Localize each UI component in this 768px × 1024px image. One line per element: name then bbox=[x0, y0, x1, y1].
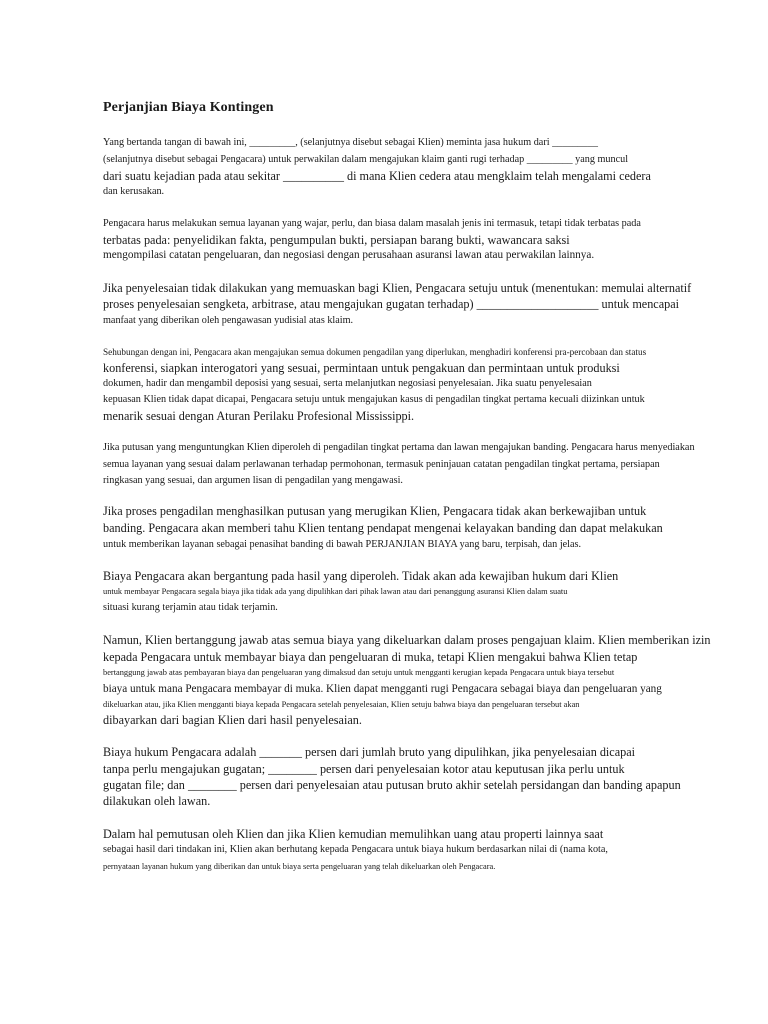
text-line: dari suatu kejadian pada atau sekitar __________ di mana Klien cedera atau mengklaim telah mengalami cedera bbox=[103, 169, 651, 183]
text-line: konferensi, siapkan interogatori yang sesuai, permintaan untuk pengakuan dan permintaan untuk produksi bbox=[103, 361, 620, 375]
text-line: sebagai hasil dari tindakan ini, Klien akan berhutang kepada Pengacara untuk biaya hukum berdasarkan nilai di (nama kota, bbox=[103, 844, 608, 855]
text-line: dokumen, hadir dan mengambil deposisi yang sesuai, serta melanjutkan negosiasi penyelesaian. Jika suatu penyelesaian bbox=[103, 378, 592, 389]
text-line: kepuasan Klien tidak dapat dicapai, Pengacara setuju untuk mengajukan kasus di pengadilan tingkat pertama kecuali diizinkan untuk bbox=[103, 394, 645, 405]
text-line: Jika putusan yang menguntungkan Klien diperoleh di pengadilan tingkat pertama dan lawan mengajukan banding. Pengacara harus menyediakan bbox=[103, 442, 695, 453]
text-line: untuk membayar Pengacara segala biaya jika tidak ada yang dipulihkan dari pihak lawan atau dari penanggung asuransi Klien dalam suatu bbox=[103, 587, 568, 596]
document-title: Perjanjian Biaya Kontingen bbox=[103, 100, 274, 115]
text-line: dibayarkan dari bagian Klien dari hasil penyelesaian. bbox=[103, 713, 362, 727]
text-line: (selanjutnya disebut sebagai Pengacara) untuk perwakilan dalam mengajukan klaim ganti rugi terhadap _________ yang muncul bbox=[103, 154, 629, 165]
text-line: semua layanan yang sesuai dalam perlawanan terhadap permohonan, termasuk peninjauan catatan pengadilan tingkat pertama, persiapan bbox=[103, 459, 660, 470]
text-line: mengompilasi catatan pengeluaran, dan negosiasi dengan perusahaan asuransi lawan atau perwakilan lainnya. bbox=[103, 249, 595, 261]
text-line: Pengacara harus melakukan semua layanan yang wajar, perlu, dan biasa dalam masalah jenis ini termasuk, tetapi tidak terbatas pada bbox=[103, 218, 641, 229]
text-line: terbatas pada: penyelidikan fakta, pengumpulan bukti, persiapan barang bukti, wawancara saksi bbox=[103, 233, 570, 247]
text-line: banding. Pengacara akan memberi tahu Klien tentang pendapat mengenai kelayakan banding dan dapat melakukan bbox=[103, 521, 663, 535]
text-line: bertanggung jawab atas pembayaran biaya dan pengeluaran yang dimaksud dan setuju untuk mengganti kerugian kepada Pengacara untuk biaya tersebut bbox=[103, 668, 615, 677]
text-line: Yang bertanda tangan di bawah ini, _________, (selanjutnya disebut sebagai Klien) meminta jasa hukum dari _________ bbox=[103, 137, 598, 148]
text-line: Jika penyelesaian tidak dilakukan yang memuaskan bagi Klien, Pengacara setuju untuk (menentukan: memulai alternatif bbox=[103, 281, 692, 295]
text-line: Namun, Klien bertanggung jawab atas semua biaya yang dikeluarkan dalam proses pengajuan klaim. Klien memberikan izin bbox=[103, 633, 711, 647]
text-line: gugatan file; dan ________ persen dari penyelesaian atau putusan bruto akhir setelah persidangan dan banding apapun bbox=[103, 778, 681, 792]
text-line: kepada Pengacara untuk membayar biaya dan pengeluaran di muka, tetapi Klien mengakui bahwa Klien tetap bbox=[103, 650, 638, 664]
text-line: Jika proses pengadilan menghasilkan putusan yang merugikan Klien, Pengacara tidak akan berkewajiban untuk bbox=[103, 504, 647, 518]
text-line: untuk memberikan layanan sebagai penasihat banding di bawah PERJANJIAN BIAYA yang baru, terpisah, dan jelas. bbox=[103, 539, 582, 550]
text-line: manfaat yang diberikan oleh pengawasan yudisial atas klaim. bbox=[103, 315, 354, 326]
text-line: menarik sesuai dengan Aturan Perilaku Profesional Mississippi. bbox=[103, 409, 415, 423]
text-line: biaya untuk mana Pengacara membayar di muka. Klien dapat mengganti rugi Pengacara sebagai biaya dan pengeluaran yang bbox=[103, 683, 662, 695]
text-line: dan kerusakan. bbox=[103, 186, 165, 197]
text-line: Dalam hal pemutusan oleh Klien dan jika Klien kemudian memulihkan uang atau properti lainnya saat bbox=[103, 827, 604, 841]
text-line: ringkasan yang sesuai, dan argumen lisan di pengadilan yang mengawasi. bbox=[103, 475, 403, 486]
text-line: situasi kurang terjamin atau tidak terjamin. bbox=[103, 602, 278, 613]
text-line: tanpa perlu mengajukan gugatan; ________ persen dari penyelesaian kotor atau keputusan jika perlu untuk bbox=[103, 762, 625, 776]
text-line: Biaya Pengacara akan bergantung pada hasil yang diperoleh. Tidak akan ada kewajiban hukum dari Klien bbox=[103, 569, 619, 583]
text-line: Sehubungan dengan ini, Pengacara akan mengajukan semua dokumen pengadilan yang diperlukan, menghadiri konferensi pra-percobaan dan status bbox=[103, 347, 647, 357]
text-line: Biaya hukum Pengacara adalah _______ persen dari jumlah bruto yang dipulihkan, jika penyelesaian dicapai bbox=[103, 745, 636, 759]
text-line: proses penyelesaian sengketa, arbitrase, atau mengajukan gugatan terhadap) ____________________ untuk mencapai bbox=[103, 297, 680, 311]
text-line: dikeluarkan atau, jika Klien mengganti biaya kepada Pengacara setelah penyelesaian, Klien setuju bahwa biaya dan pengeluaran tersebut akan bbox=[103, 700, 580, 709]
text-line: dilakukan oleh lawan. bbox=[103, 794, 211, 808]
text-line: pernyataan layanan hukum yang diberikan dan untuk biaya serta pengeluaran yang telah dikeluarkan oleh Pengacara. bbox=[103, 862, 496, 871]
